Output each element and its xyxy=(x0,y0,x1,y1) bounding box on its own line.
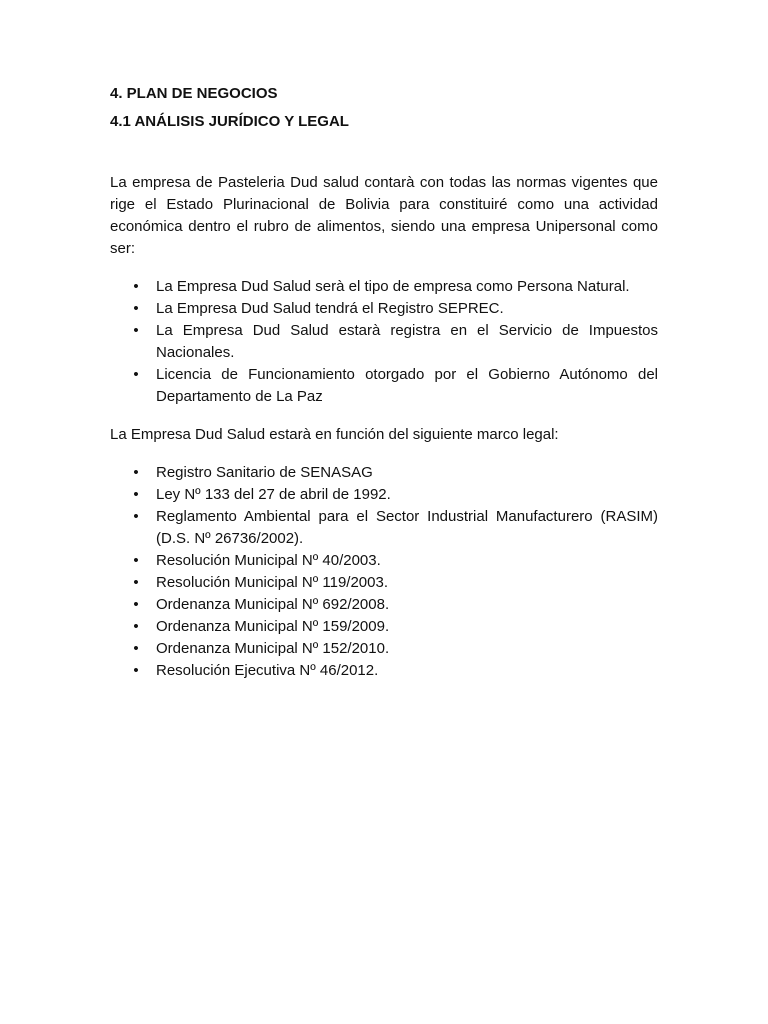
list-item-text: Resolución Municipal Nº 119/2003. xyxy=(156,574,389,591)
list-item xyxy=(110,550,658,572)
list-item xyxy=(110,572,658,594)
list-item xyxy=(110,484,658,506)
list-item xyxy=(110,616,658,638)
list-item xyxy=(110,298,658,320)
list-item xyxy=(110,462,658,484)
list-item xyxy=(110,660,658,682)
list-item xyxy=(110,506,658,550)
bullet-icon: • xyxy=(133,552,139,569)
section-heading: 4. PLAN DE NEGOCIOS xyxy=(110,85,278,102)
bullet-icon: • xyxy=(133,278,139,295)
bullet-icon: • xyxy=(133,618,139,635)
bullet-icon: • xyxy=(133,322,139,339)
list-item-text: Resolución Municipal Nº 40/2003. xyxy=(156,552,381,569)
list-item-text: La Empresa Dud Salud serà el tipo de empresa como Persona Natural. xyxy=(156,278,630,295)
list-item-text: Ordenanza Municipal Nº 692/2008. xyxy=(156,596,390,613)
list-item-text: Licencia de Funcionamiento otorgado por el Gobierno Autónomo del Departamento de La Paz xyxy=(156,366,658,405)
list-item-text: La Empresa Dud Salud tendrá el Registro SEPREC. xyxy=(156,300,504,317)
list-item xyxy=(110,638,658,660)
list-item-text: Ordenanza Municipal Nº 152/2010. xyxy=(156,640,390,657)
bullet-icon: • xyxy=(133,300,139,317)
bullet-icon: • xyxy=(133,574,139,591)
list-item xyxy=(110,594,658,616)
bullet-icon: • xyxy=(133,486,139,503)
subsection-heading: 4.1 ANÁLISIS JURÍDICO Y LEGAL xyxy=(110,113,349,130)
list-item-text: Resolución Ejecutiva Nº 46/2012. xyxy=(156,662,379,679)
document-page xyxy=(110,80,658,682)
list-item-text: Registro Sanitario de SENASAG xyxy=(156,464,373,481)
bullet-icon: • xyxy=(133,640,139,657)
bullet-icon: • xyxy=(133,508,139,525)
list-item-text: La Empresa Dud Salud estarà registra en el Servicio de Impuestos Nacionales. xyxy=(156,322,658,361)
list-item-text: Ordenanza Municipal Nº 159/2009. xyxy=(156,618,390,635)
list-item xyxy=(110,320,658,364)
bullet-icon: • xyxy=(133,464,139,481)
list-item-text: Reglamento Ambiental para el Sector Industrial Manufacturero (RASIM) (D.S. Nº 26736/2002). xyxy=(156,508,658,547)
legal-framework-paragraph: La Empresa Dud Salud estarà en función del siguiente marco legal: xyxy=(110,426,559,443)
intro-paragraph: La empresa de Pasteleria Dud salud contarà con todas las normas vigentes que rige el Estado Plurinacional de Bolivia para constituiré como una actividad económica dentro el rubro de alimentos, siendo una empresa Unipersonal como ser: xyxy=(110,174,658,257)
legal-framework-list xyxy=(110,462,658,682)
list-item xyxy=(110,364,658,408)
list-item-text: Ley Nº 133 del 27 de abril de 1992. xyxy=(156,486,391,503)
bullet-icon: • xyxy=(133,596,139,613)
company-registration-list xyxy=(110,276,658,408)
bullet-icon: • xyxy=(133,366,139,383)
list-item xyxy=(110,276,658,298)
bullet-icon: • xyxy=(133,662,139,679)
